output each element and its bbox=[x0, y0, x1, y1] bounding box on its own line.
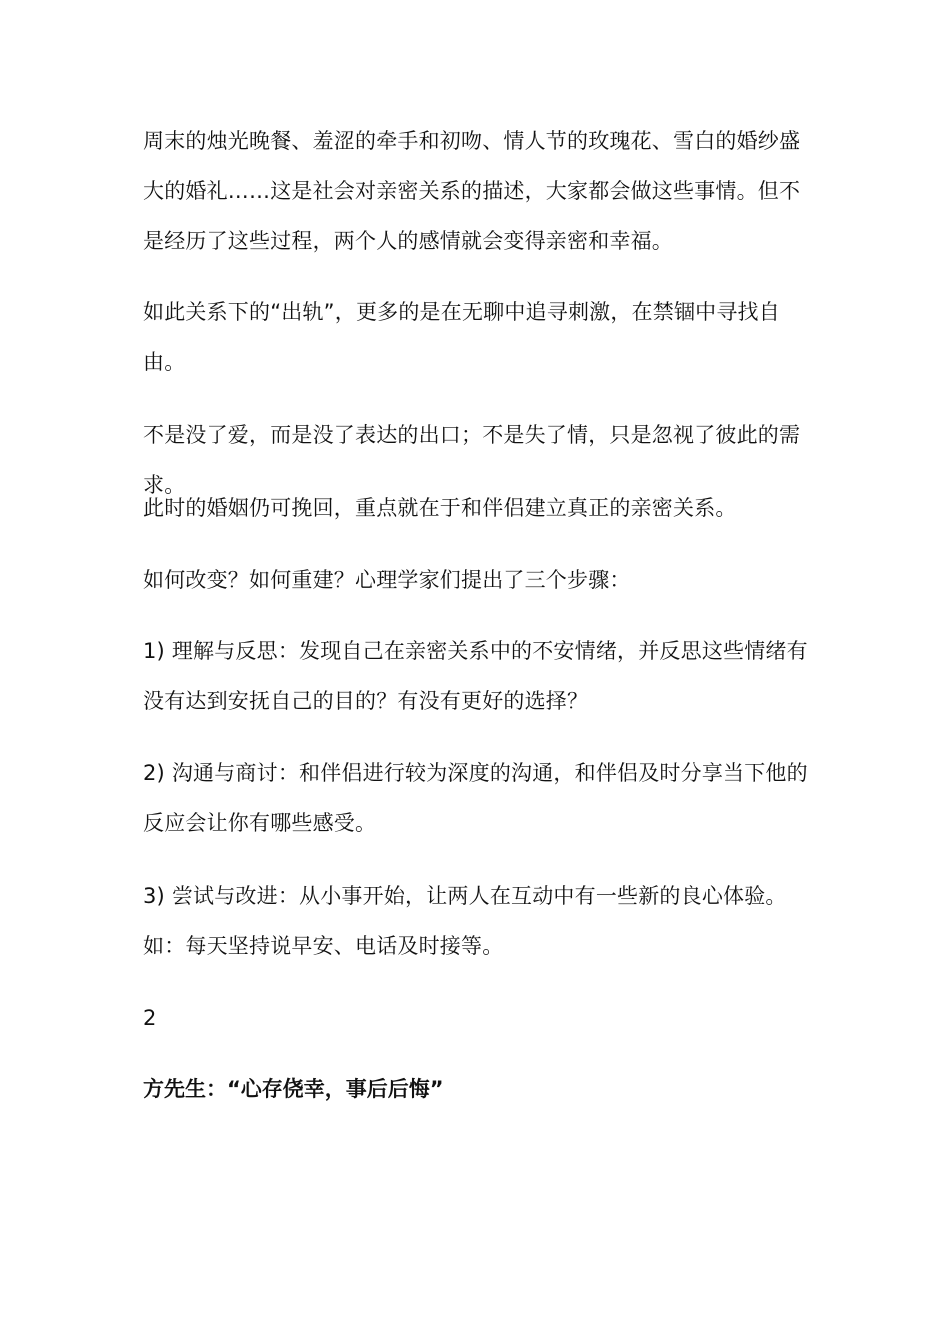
paragraph-affair-motive: 如此关系下的“出轨”，更多的是在无聊中追寻刺激，在禁锢中寻找自由。 bbox=[143, 300, 780, 374]
section-number: 2 bbox=[143, 1006, 157, 1030]
list-item-step-3: 3) 尝试与改进：从小事开始，让两人在互动中有一些新的良心体验。如：每天坚持说早安、电话及时接等。 bbox=[143, 884, 787, 958]
paragraph-intimacy-rituals: 周末的烛光晚餐、羞涩的牵手和初吻、情人节的玫瑰花、雪白的婚纱盛大的婚礼……这是社会对亲密关系的描述，大家都会做这些事情。但不是经历了这些过程，两个人的感情就会变得亲密和幸福。 bbox=[143, 129, 801, 253]
list-item-step-1: 1) 理解与反思：发现自己在亲密关系中的不安情绪，并反思这些情绪有没有达到安抚自己的目的？有没有更好的选择？ bbox=[143, 639, 808, 713]
paragraph-three-steps-intro: 如何改变？如何重建？心理学家们提出了三个步骤： bbox=[143, 568, 631, 592]
section-heading: 方先生：“心存侥幸，事后后悔” bbox=[143, 1077, 444, 1101]
paragraph-marriage-salvageable: 此时的婚姻仍可挽回，重点就在于和伴侣建立真正的亲密关系。 bbox=[143, 496, 737, 520]
list-item-step-2: 2) 沟通与商讨：和伴侣进行较为深度的沟通，和伴侣及时分享当下他的反应会让你有哪些感受。 bbox=[143, 761, 808, 835]
paragraph-not-lost-love: 不是没了爱，而是没了表达的出口；不是失了情，只是忽视了彼此的需求。 bbox=[143, 423, 801, 497]
